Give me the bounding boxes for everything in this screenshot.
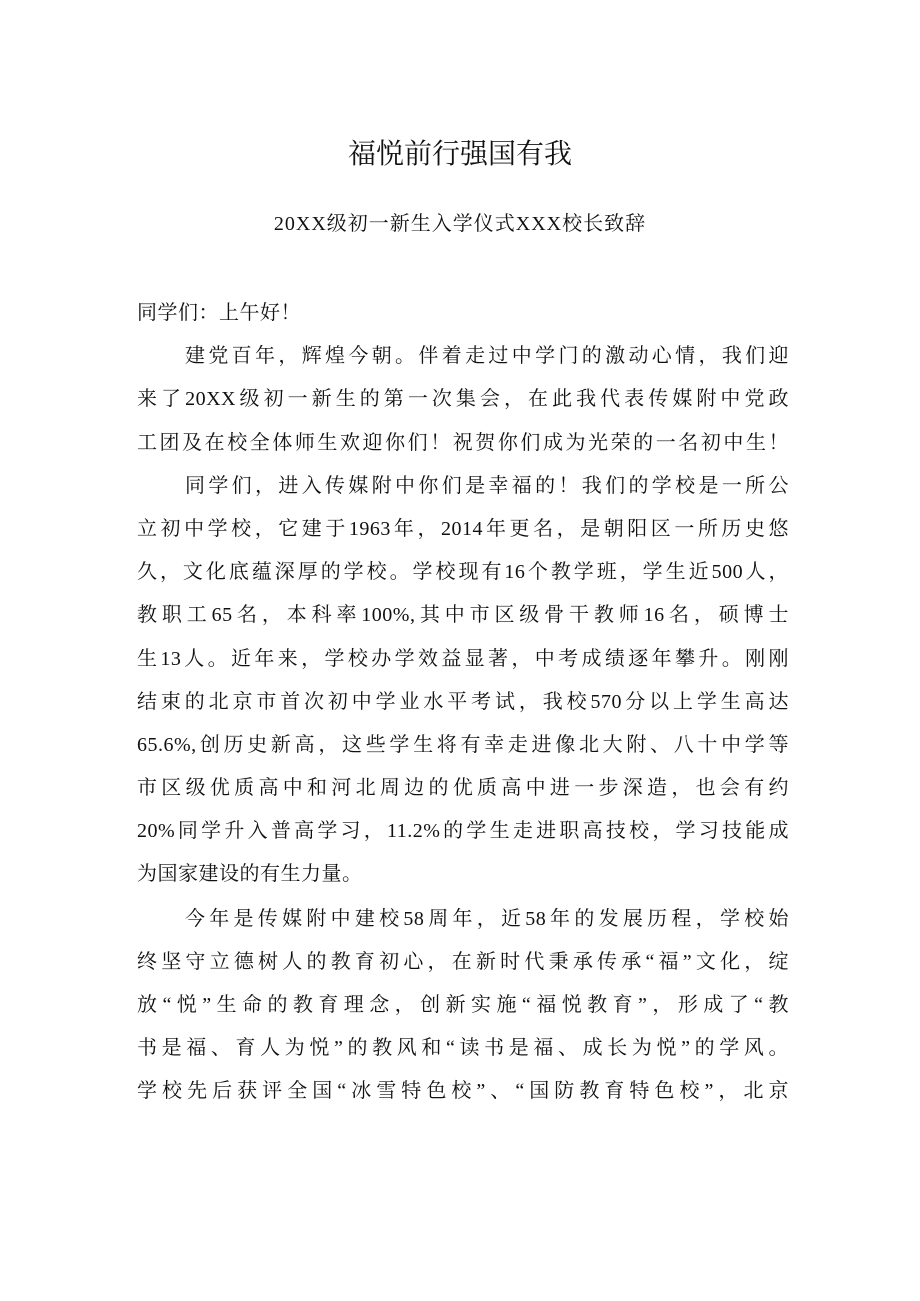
paragraph-line: 教职工65名，本科率100%,其中市区级骨干教师16名，硕博士 — [137, 604, 789, 627]
paragraph-line: 终坚守立德树人的教育初心，在新时代秉承传承“福”文化，绽 — [137, 950, 789, 973]
document-subtitle: 20XX级初一新生入学仪式XXX校长致辞 — [273, 213, 647, 235]
paragraph-line: 来了20XX级初一新生的第一次集会，在此我代表传媒附中党政 — [137, 388, 789, 411]
paragraph-line: 市区级优质高中和河北周边的优质高中进一步深造，也会有约 — [137, 777, 789, 800]
paragraph-line: 65.6%,创历史新高，这些学生将有幸走进像北大附、八十中学等 — [137, 733, 789, 756]
paragraph-line: 建党百年，辉煌今朝。伴着走过中学门的激动心情，我们迎 — [185, 345, 789, 368]
greeting-line: 同学们：上午好！ — [137, 302, 301, 324]
paragraph-line: 工团及在校全体师生欢迎你们！祝贺你们成为光荣的一名初中生！ — [137, 431, 789, 454]
document-title: 福悦前行强国有我 — [347, 137, 572, 170]
paragraph-line: 久，文化底蕴深厚的学校。学校现有16个教学班，学生近500人， — [137, 561, 789, 584]
paragraph-1 — [137, 340, 797, 470]
paragraph-2 — [137, 470, 797, 902]
paragraph-line: 书是福、育人为悦”的教风和“读书是福、成长为悦”的学风。 — [137, 1037, 789, 1060]
paragraph-3 — [137, 903, 797, 1119]
paragraph-line: 结束的北京市首次初中学业水平考试，我校570分以上学生高达 — [137, 690, 789, 713]
document-body — [137, 297, 797, 1119]
paragraph-line: 学校先后获评全国“冰雪特色校”、“国防教育特色校”，北京 — [137, 1080, 789, 1103]
paragraph-line: 立初中学校，它建于1963年，2014年更名，是朝阳区一所历史悠 — [137, 517, 789, 540]
paragraph-line: 同学们，进入传媒附中你们是幸福的！我们的学校是一所公 — [185, 474, 789, 497]
paragraph-line: 为国家建设的有生力量。 — [137, 863, 363, 886]
paragraph-line: 20%同学升入普高学习，11.2%的学生走进职高技校，学习技能成 — [137, 820, 789, 843]
paragraph-line: 放“悦”生命的教育理念，创新实施“福悦教育”，形成了“教 — [137, 994, 789, 1016]
paragraph-line: 生13人。近年来，学校办学效益显著，中考成绩逐年攀升。刚刚 — [137, 647, 789, 670]
paragraph-line: 今年是传媒附中建校58周年，近58年的发展历程，学校始 — [185, 907, 789, 930]
